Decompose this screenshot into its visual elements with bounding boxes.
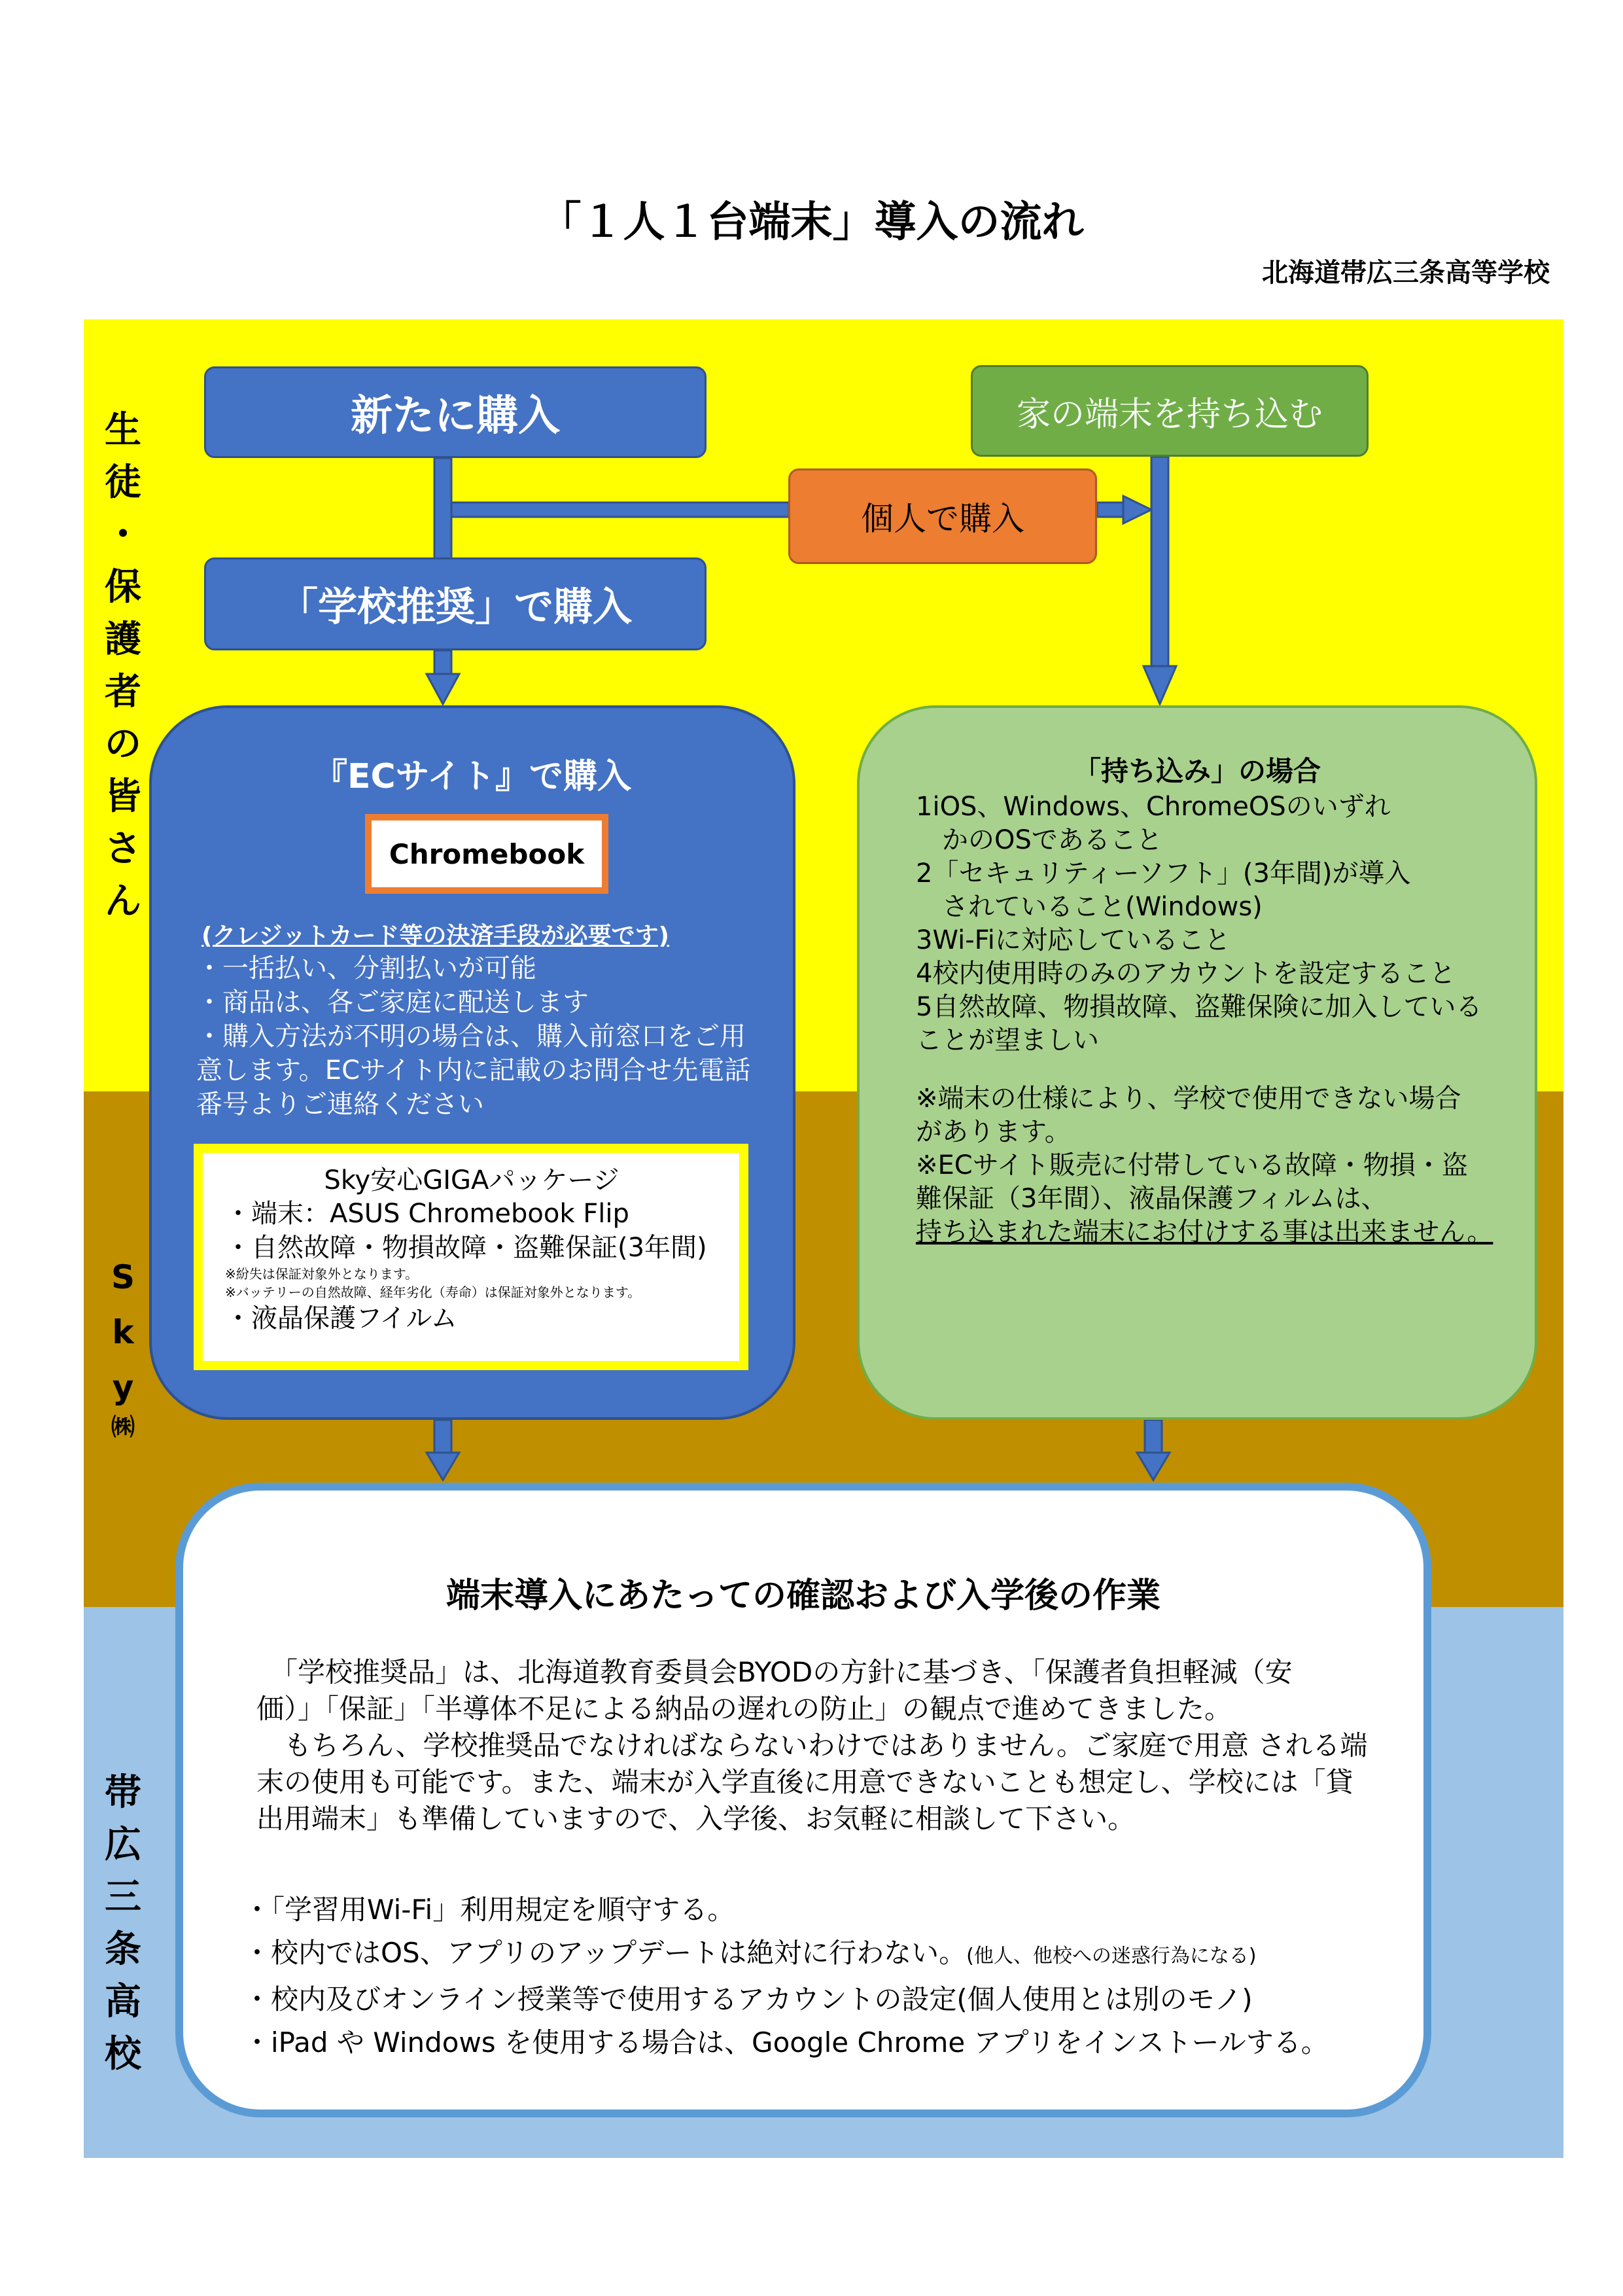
connector-new-to-school bbox=[434, 458, 451, 559]
bring-note-line: があります。 bbox=[916, 1117, 1071, 1147]
giga-item: ・液晶保護フイルム bbox=[225, 1303, 457, 1333]
giga-item: ・自然故障・物損故障・盗難保証(3年間) bbox=[225, 1233, 707, 1263]
arrow-to-bring-card bbox=[1143, 666, 1176, 704]
payment-note: (クレジットカード等の決済手段が必要です) bbox=[201, 923, 669, 949]
requirement-line: 1iOS、Windows、ChromeOSのいずれ bbox=[916, 792, 1391, 822]
task-item: ・「学習用Wi-Fi」利用規定を順守する。 bbox=[243, 1894, 735, 1926]
arrow-to-bring-line bbox=[1123, 496, 1151, 523]
bring-home-device-box: 家の端末を持ち込む bbox=[971, 365, 1369, 457]
bring-note-line: ※ECサイト販売に付帯している故障・物損・盗 bbox=[916, 1150, 1468, 1180]
arrow-ec-to-bottom bbox=[427, 1453, 459, 1480]
ec-card-title: 『ECサイト』で購入 bbox=[313, 757, 632, 796]
bring-note-line: 難保証（3年間）、液晶保護フィルムは、 bbox=[916, 1184, 1387, 1214]
school-name: 北海道帯広三条高等学校 bbox=[1262, 258, 1550, 288]
giga-small-note: ※紛失は保証対象外となります。 bbox=[225, 1266, 419, 1282]
giga-item: ・端末：ASUS Chromebook Flip bbox=[225, 1199, 629, 1229]
chromebook-label: Chromebook bbox=[365, 814, 608, 894]
connector-school-down bbox=[434, 650, 451, 674]
page-title: 「１人１台端末」導入の流れ bbox=[539, 198, 1084, 247]
bring-device-card bbox=[857, 705, 1537, 1420]
post-enrollment-card bbox=[175, 1483, 1431, 2117]
new-purchase-box: 新たに購入 bbox=[204, 366, 707, 458]
requirement-line: 5自然故障、物損故障、盗難保険に加入している bbox=[916, 992, 1482, 1022]
paragraph-line: もちろん、学校推奨品でなければならないわけではありません。ご家庭で用意 される端 bbox=[256, 1729, 1368, 1761]
giga-small-note: ※バッテリーの自然故障、経年劣化（寿命）は保証対象外となります。 bbox=[225, 1284, 641, 1300]
bottom-paragraph bbox=[256, 1654, 1369, 1837]
personal-purchase-box: 個人で購入 bbox=[788, 468, 1097, 564]
side-label-students: 生 徒 ・ 保 護 者 の 皆 さ ん bbox=[105, 409, 141, 923]
paragraph-line: 出用端末」も準備していますので、入学後、お気軽に相談して下さい。 bbox=[256, 1803, 1136, 1835]
giga-title: Sky安心GIGAパッケージ bbox=[324, 1165, 620, 1195]
paragraph-line: 末の使用も可能です。また、端末が入学直後に用意できないことも想定し、学校には「貸 bbox=[256, 1766, 1353, 1798]
connector-ec-down bbox=[434, 1420, 451, 1453]
bring-note-line: ※端末の仕様により、学校で使用できない場合 bbox=[916, 1084, 1461, 1114]
task-item: ・校内及びオンライン授業等で使用するアカウントの設定(個人使用とは別のモノ) bbox=[243, 1983, 1253, 2015]
bring-note-underlined: 持ち込まれた端末にお付けする事は出来ません。 bbox=[916, 1217, 1493, 1247]
bottom-card-title: 端末導入にあたっての確認および入学後の作業 bbox=[445, 1576, 1161, 1616]
task-item: ・iPad や Windows を使用する場合は、Google Chrome アプリをインストールする。 bbox=[243, 2026, 1329, 2058]
requirement-line: ことが望ましい bbox=[916, 1025, 1099, 1055]
giga-package-box bbox=[194, 1144, 748, 1370]
ec-item: ・購入方法が不明の場合は、購入前窓口をご用意します。ECサイト内に記載のお問合せ先電話番号よりご連絡ください bbox=[196, 1021, 751, 1120]
paragraph-line: 価）」「保証」「半導体不足による納品の遅れの防止」の観点で進めてきました。 bbox=[256, 1693, 1232, 1725]
ec-item-list bbox=[196, 951, 765, 1122]
bring-card-title: 「持ち込み」の場合 bbox=[1073, 755, 1321, 787]
side-label-sky: S k y ㈱ bbox=[111, 1258, 135, 1441]
ec-item: ・一括払い、分割払いが可能 bbox=[196, 953, 536, 983]
requirement-line: 2「セキュリティーソフト」(3年間)が導入 bbox=[916, 858, 1411, 889]
requirement-line: かのOSであること bbox=[916, 825, 1162, 855]
connector-branch bbox=[451, 503, 789, 517]
bottom-task-list bbox=[243, 1888, 1382, 2064]
side-label-school: 帯 広 三 条 高 校 bbox=[105, 1771, 141, 2075]
bring-requirements bbox=[916, 790, 1518, 1249]
school-recommended-box: 「学校推奨」で購入 bbox=[204, 557, 707, 650]
connector-bring-down bbox=[1145, 1420, 1162, 1453]
requirement-line: 4校内使用時のみのアカウントを設定すること bbox=[916, 959, 1456, 989]
ec-site-card bbox=[149, 705, 795, 1420]
requirement-line: されていること(Windows) bbox=[916, 892, 1263, 922]
paragraph-line: 「学校推奨品」は、北海道教育委員会BYODの方針に基づき、「保護者負担軽減（安 bbox=[256, 1656, 1293, 1688]
arrow-to-ec-card bbox=[427, 674, 459, 704]
task-item-note: (他人、他校への迷惑行為になる) bbox=[966, 1945, 1257, 1968]
arrow-bring-to-bottom bbox=[1137, 1453, 1170, 1480]
connector-personal-to-bring bbox=[1097, 503, 1123, 517]
ec-item: ・商品は、各ご家庭に配送します bbox=[196, 987, 589, 1017]
task-item: ・校内ではOS、アプリのアップデートは絶対に行わない。(他人、他校への迷惑行為になる) bbox=[243, 1937, 1257, 1969]
connector-home-down bbox=[1151, 457, 1168, 666]
requirement-line: 3Wi-Fiに対応していること bbox=[916, 925, 1230, 955]
